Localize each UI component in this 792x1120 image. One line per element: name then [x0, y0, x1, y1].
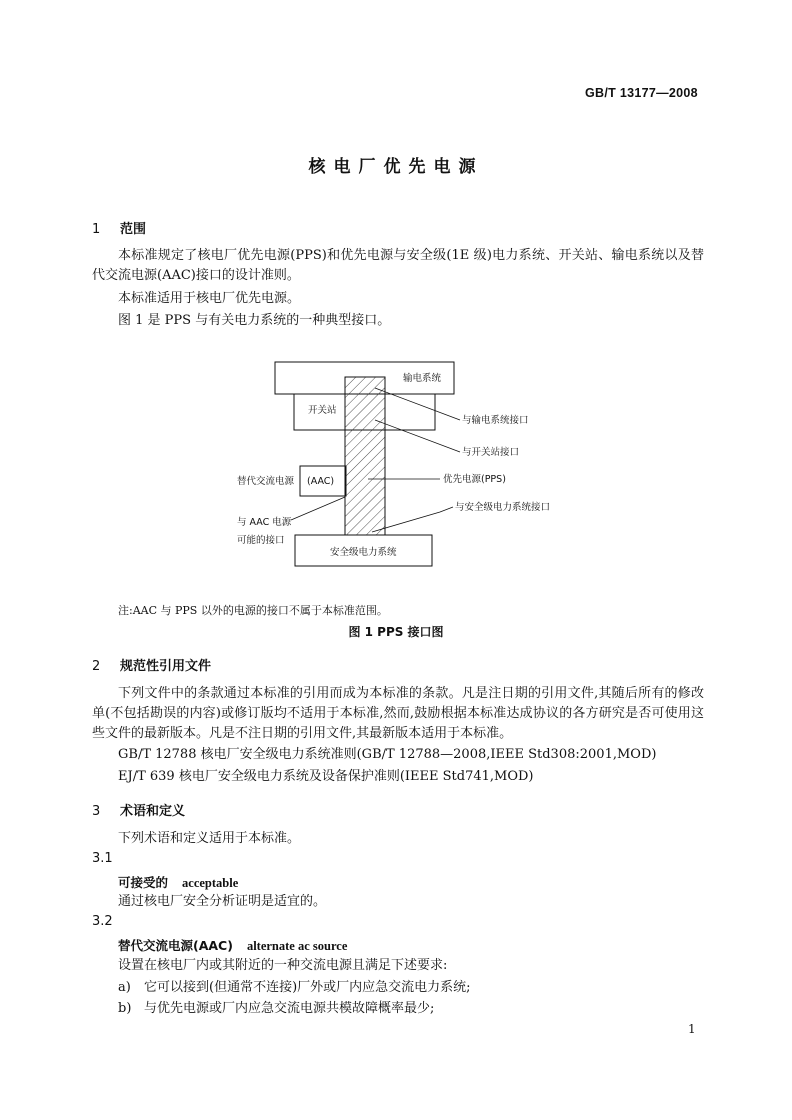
- aac-box-label: (AAC): [307, 476, 335, 487]
- term-en: alternate ac source: [246, 939, 348, 953]
- pps-label: 优先电源(PPS): [443, 474, 506, 485]
- section-2-heading: [92, 655, 211, 674]
- section-2-paragraph-1: 下列文件中的条款通过本标准的引用而成为本标准的条款。凡是注日期的引用文件,其随后所有的修改单(不包括勘误的内容)或修订版均不适用于本标准,然而,鼓励根据本标准达成协议的各方研究是否可使用这些文件的最新版本。凡是不注日期的引用文件,其最新版本适用于本标准。: [92, 686, 704, 741]
- subsection-3-1-number: 3.1: [92, 851, 113, 866]
- aac-interface-label-line-1: 与 AAC 电源: [237, 517, 292, 528]
- transmission-interface-label: 与输电系统接口: [462, 415, 529, 426]
- section-number: 2: [92, 659, 101, 674]
- figure-1-caption: 图 1 PPS 接口图: [348, 625, 444, 639]
- term-3-1: [118, 873, 238, 891]
- document-title: 核电厂优先电源: [308, 157, 484, 177]
- definition-3-1: 通过核电厂安全分析证明是适宜的。: [118, 894, 327, 909]
- list-item-label: b): [118, 1001, 132, 1016]
- term-3-2: [118, 936, 347, 954]
- aac-label: 替代交流电源: [237, 476, 295, 487]
- list-item-text: 它可以接到(但通常不连接)厂外或厂内应急交流电力系统;: [144, 980, 471, 995]
- switchyard-label: 开关站: [308, 405, 337, 416]
- reference-1: GB/T 12788 核电厂安全级电力系统准则(GB/T 12788—2008,IEEE Std308:2001,MOD): [118, 747, 657, 762]
- definition-3-2: 设置在核电厂内或其附近的一种交流电源且满足下述要求:: [118, 958, 448, 973]
- list-item-a: [118, 978, 471, 998]
- term-cn: 替代交流电源(AAC): [118, 938, 233, 953]
- subsection-3-2-number: 3.2: [92, 914, 113, 929]
- section-title: 规范性引用文件: [120, 659, 212, 674]
- switchyard-interface-label: 与开关站接口: [462, 447, 520, 458]
- section-title: 术语和定义: [120, 804, 186, 819]
- aac-interface-label-line-2: 可能的接口: [237, 535, 285, 546]
- class-1e-system-label: 安全级电力系统: [330, 547, 397, 558]
- section-title: 范围: [120, 222, 147, 237]
- section-3-heading: [92, 800, 185, 819]
- section-3-intro: 下列术语和定义适用于本标准。: [118, 831, 301, 846]
- list-item-label: a): [118, 980, 131, 995]
- section-1-paragraph-3: 图 1 是 PPS 与有关电力系统的一种典型接口。: [118, 313, 391, 328]
- section-1-paragraph-1: 本标准规定了核电厂优先电源(PPS)和优先电源与安全级(1E 级)电力系统、开关站、输电系统以及替代交流电源(AAC)接口的设计准则。: [92, 248, 704, 283]
- list-item-text: 与优先电源或厂内应急交流电源共模故障概率最少;: [144, 1001, 435, 1016]
- section-1-paragraph-2: 本标准适用于核电厂优先电源。: [118, 291, 301, 306]
- section-number: 1: [92, 222, 101, 237]
- class-1e-interface-label: 与安全级电力系统接口: [455, 502, 551, 513]
- leader-aac-interface: [291, 497, 345, 520]
- term-en: acceptable: [182, 876, 239, 890]
- list-item-b: [118, 999, 434, 1019]
- term-cn: 可接受的: [118, 875, 169, 890]
- section-number: 3: [92, 804, 101, 819]
- figure-1-note: 注:AAC 与 PPS 以外的电源的接口不属于本标准范围。: [118, 604, 388, 617]
- page-number: 1: [688, 1022, 696, 1036]
- transmission-system-label: 输电系统: [403, 373, 442, 384]
- reference-2: EJ/T 639 核电厂安全级电力系统及设备保护准则(IEEE Std741,MOD): [118, 769, 534, 784]
- pps-column: [345, 377, 385, 535]
- standard-number: GB/T 13177—2008: [585, 86, 698, 100]
